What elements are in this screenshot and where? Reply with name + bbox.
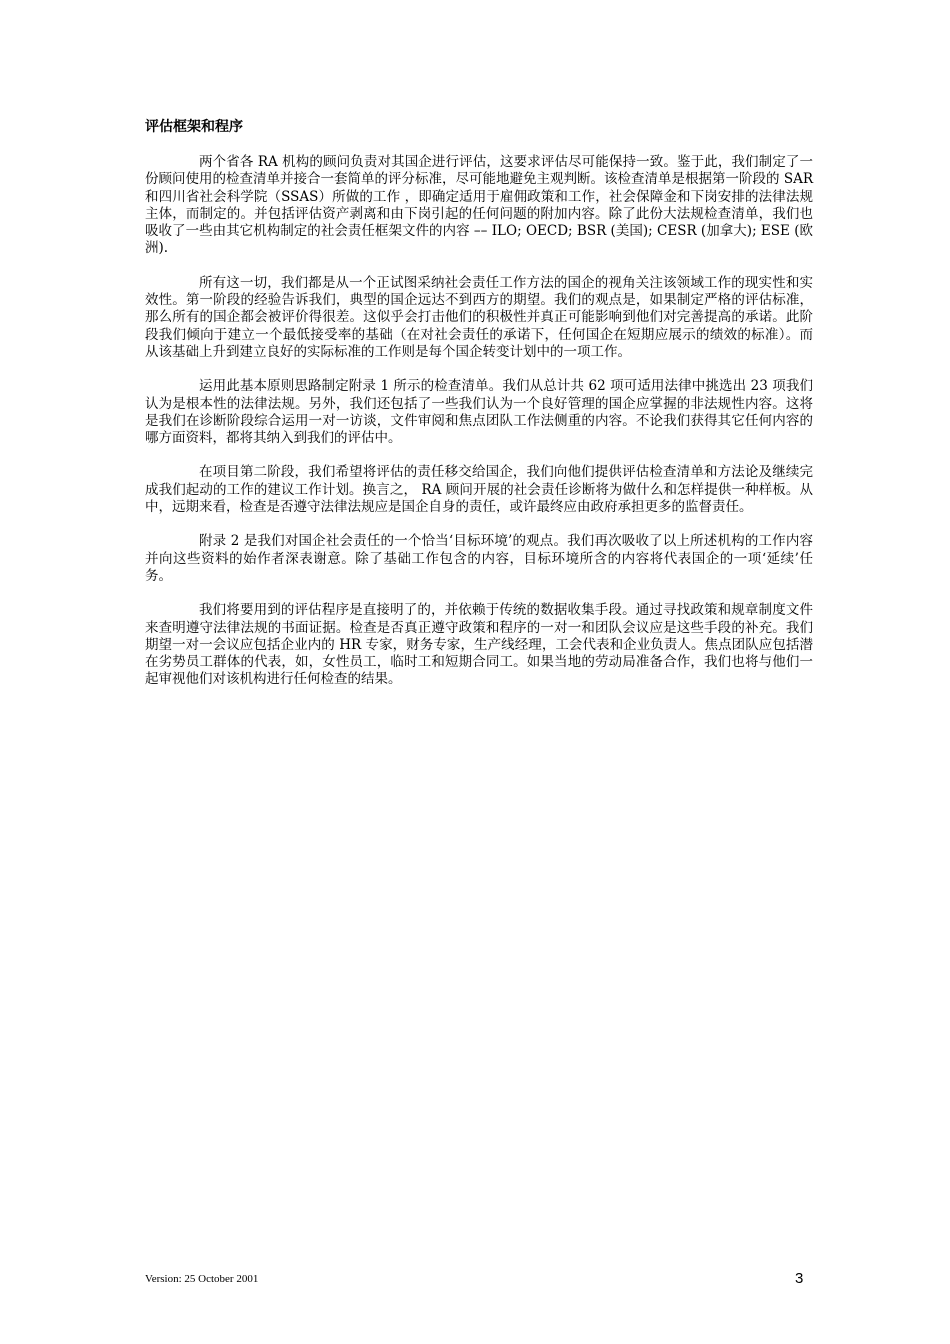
paragraph-1: 两个省各 RA 机构的顾问负责对其国企进行评估，这要求评估尽可能保持一致。鉴于此，我们制定了一份顾问使用的检查清单并接合一套简单的评分标准，尽可能地避免主观判断。该检查清单是根据第一阶段的 SAR 和四川省社会科学院（SSAS）所做的工作 ，即确定适用于雇佣政策和工作，社会保障金和下岗安排的法律法规主体，而制定的。并包括评估资产剥离和由下岗引起的任何问题的附加内容。除了此份大法规检查清单，我们也吸收了一些由其它机构制定的社会责任框架文件的内容 –– ILO; OECD; BSR (美国); CESR (加拿大); ESE (欧洲). xyxy=(145,154,813,257)
paragraph-4: 在项目第二阶段，我们希望将评估的责任移交给国企，我们向他们提供评估检查清单和方法论及继续完成我们起动的工作的建议工作计划。换言之， RA 顾问开展的社会责任诊断将为做什么和怎样提供一种样板。从中，远期来看，检查是否遵守法律法规应是国企自身的责任，或许最终应由政府承担更多的监督责任。 xyxy=(145,464,813,516)
paragraph-3: 运用此基本原则思路制定附录 1 所示的检查清单。我们从总计共 62 项可适用法律中挑选出 23 项我们认为是根本性的法律法规。另外，我们还包括了一些我们认为一个良好管理的国企应掌握的非法规性内容。这将是我们在诊断阶段综合运用一对一访谈，文件审阅和焦点团队工作法侧重的内容。不论我们获得其它任何内容的哪方面资料，都将其纳入到我们的评估中。 xyxy=(145,378,813,447)
paragraph-5: 附录 2 是我们对国企社会责任的一个恰当‘目标环境’的观点。我们再次吸收了以上所述机构的工作内容并向这些资料的始作者深表谢意。除了基础工作包含的内容，目标环境所含的内容将代表国企的一项‘延续’任务。 xyxy=(145,533,813,584)
page-number: 3 xyxy=(795,1270,804,1287)
footer-version: Version: 25 October 2001 xyxy=(145,1273,259,1285)
paragraph-6: 我们将要用到的评估程序是直接明了的，并依赖于传统的数据收集手段。通过寻找政策和规章制度文件来查明遵守法律法规的书面证据。检查是否真正遵守政策和程序的一对一和团队会议应是这些手段的补充。我们期望一对一会议应包括企业内的 HR 专家，财务专家，生产线经理，工会代表和企业负责人。焦点团队应包括潜在劣势员工群体的代表，如，女性员工，临时工和短期合同工。如果当地的劳动局准备合作，我们也将与他们一起审视他们对该机构进行任何检查的结果。 xyxy=(145,602,813,688)
section-heading: 评估框架和程序 xyxy=(145,119,243,135)
page-body xyxy=(145,118,813,706)
paragraph-2: 所有这一切，我们都是从一个正试图采纳社会责任工作方法的国企的视角关注该领域工作的现实性和实效性。第一阶段的经验告诉我们，典型的国企远达不到西方的期望。我们的观点是，如果制定严格的评估标准，那么所有的国企都会被评价得很差。这似乎会打击他们的积极性并真正可能影响到他们对完善提高的承诺。此阶段我们倾向于建立一个最低接受率的基础（在对社会责任的承诺下，任何国企在短期应展示的绩效的标准）。而从该基础上升到建立良好的实际标准的工作则是每个国企转变计划中的一项工作。 xyxy=(145,274,813,360)
